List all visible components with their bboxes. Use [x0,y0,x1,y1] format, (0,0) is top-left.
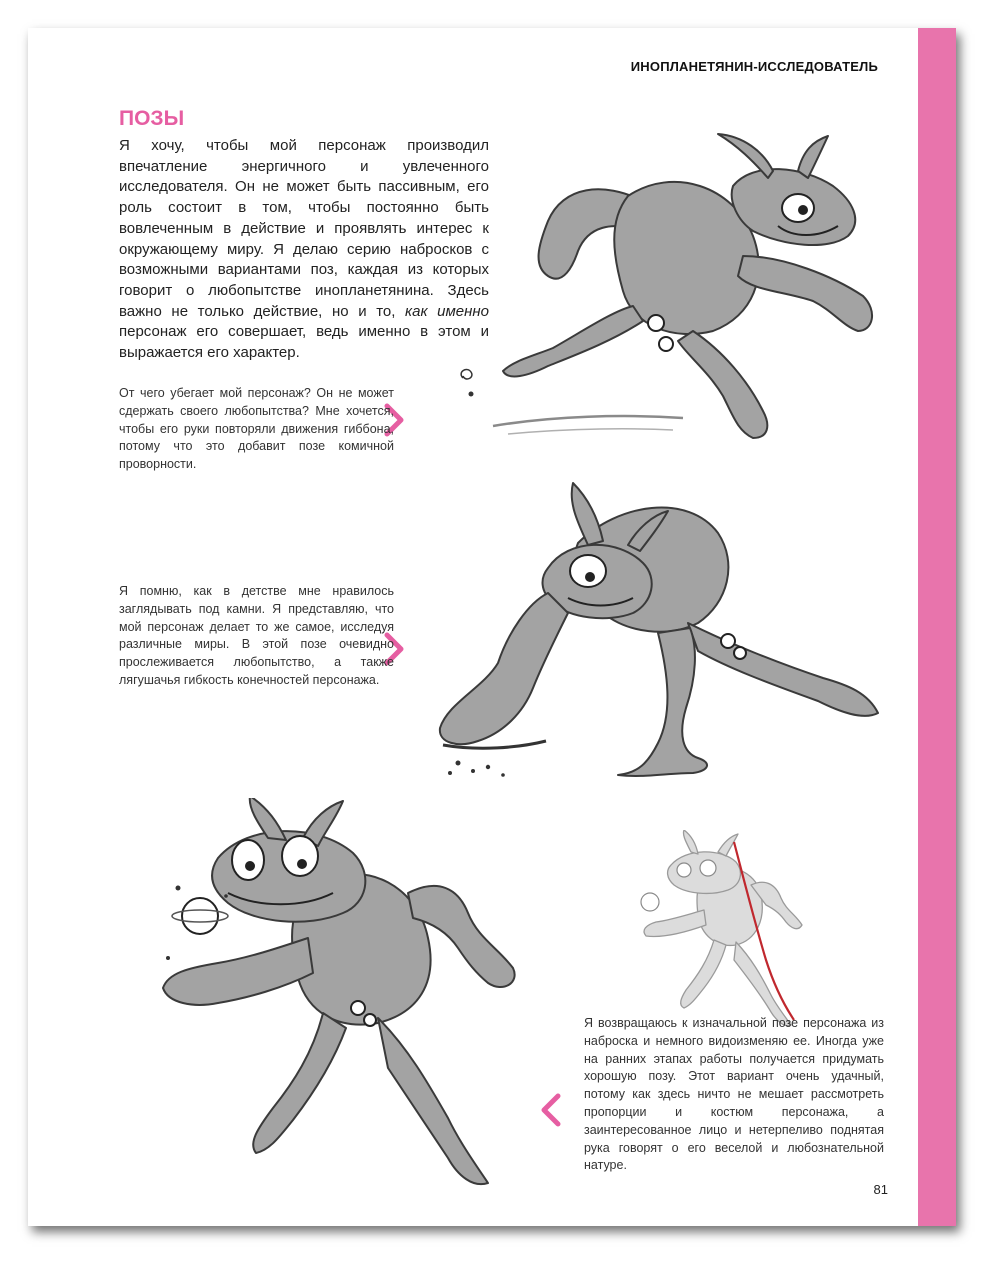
intro-emphasis: как именно [405,302,489,320]
book-page [28,28,956,1226]
caption-running-pose: От чего убегает мой персонаж? Он не может сдержать своего любопытства? Мне хочется, чтобы его руки повторяли движения гиббона, потому что это добавит позе комичной проворности. [119,386,394,472]
pink-page-edge [918,28,956,1226]
caption-final-pose: Я возвращаюсь к изначальной позе персонажа из наброска и немного видоизменяю ее. Иногда уже на ранних этапах работы получается придумать хорошую позу. Этот вариант очень удачный, потому как здесь ничто не мешает рассмотреть пропорции и костюм персонажа, а заинтересованное лицо и нетерпеливо поднятая рука говорят о его веселой и любознательной натуре. [584,1016,884,1173]
sketch-final-pose [108,798,578,1193]
running-head: ИНОПЛАНЕТЯНИН-ИССЛЕДОВАТЕЛЬ [630,59,878,74]
sketch-construction-thumbnail [626,830,836,1030]
sketch-crouching-pose [428,473,898,793]
section-title: ПОЗЫ [119,107,185,130]
sketch-running-pose [453,126,903,446]
intro-paragraph [119,136,489,364]
intro-text-2: персонаж его совершает, ведь именно в этом и выражается его характер. [119,323,489,362]
intro-text-1: Я хочу, чтобы мой персонаж производил впечатление энергичного и увлеченного исследователя. Он не может быть пассивным, его роль состоит в том, чтобы постоянно быть вовлеченным в действие и проявлять интерес к окружающему миру. Я делаю серию набросков с возможными вариантами поз, каждая из которых говорит о любопытстве инопланетянина. Здесь важно не только действие, но и то, [119,137,489,320]
page-number: 81 [873,1182,888,1197]
chevron-left-icon [540,1093,562,1127]
caption-crouching-pose: Я помню, как в детстве мне нравилось заглядывать под камни. Я представляю, что мой персонаж делает то же самое, исследуя различные миры. В этой позе очевидно прослеживается любопытство, а также лягушачья гибкость конечностей персонажа. [119,584,394,687]
